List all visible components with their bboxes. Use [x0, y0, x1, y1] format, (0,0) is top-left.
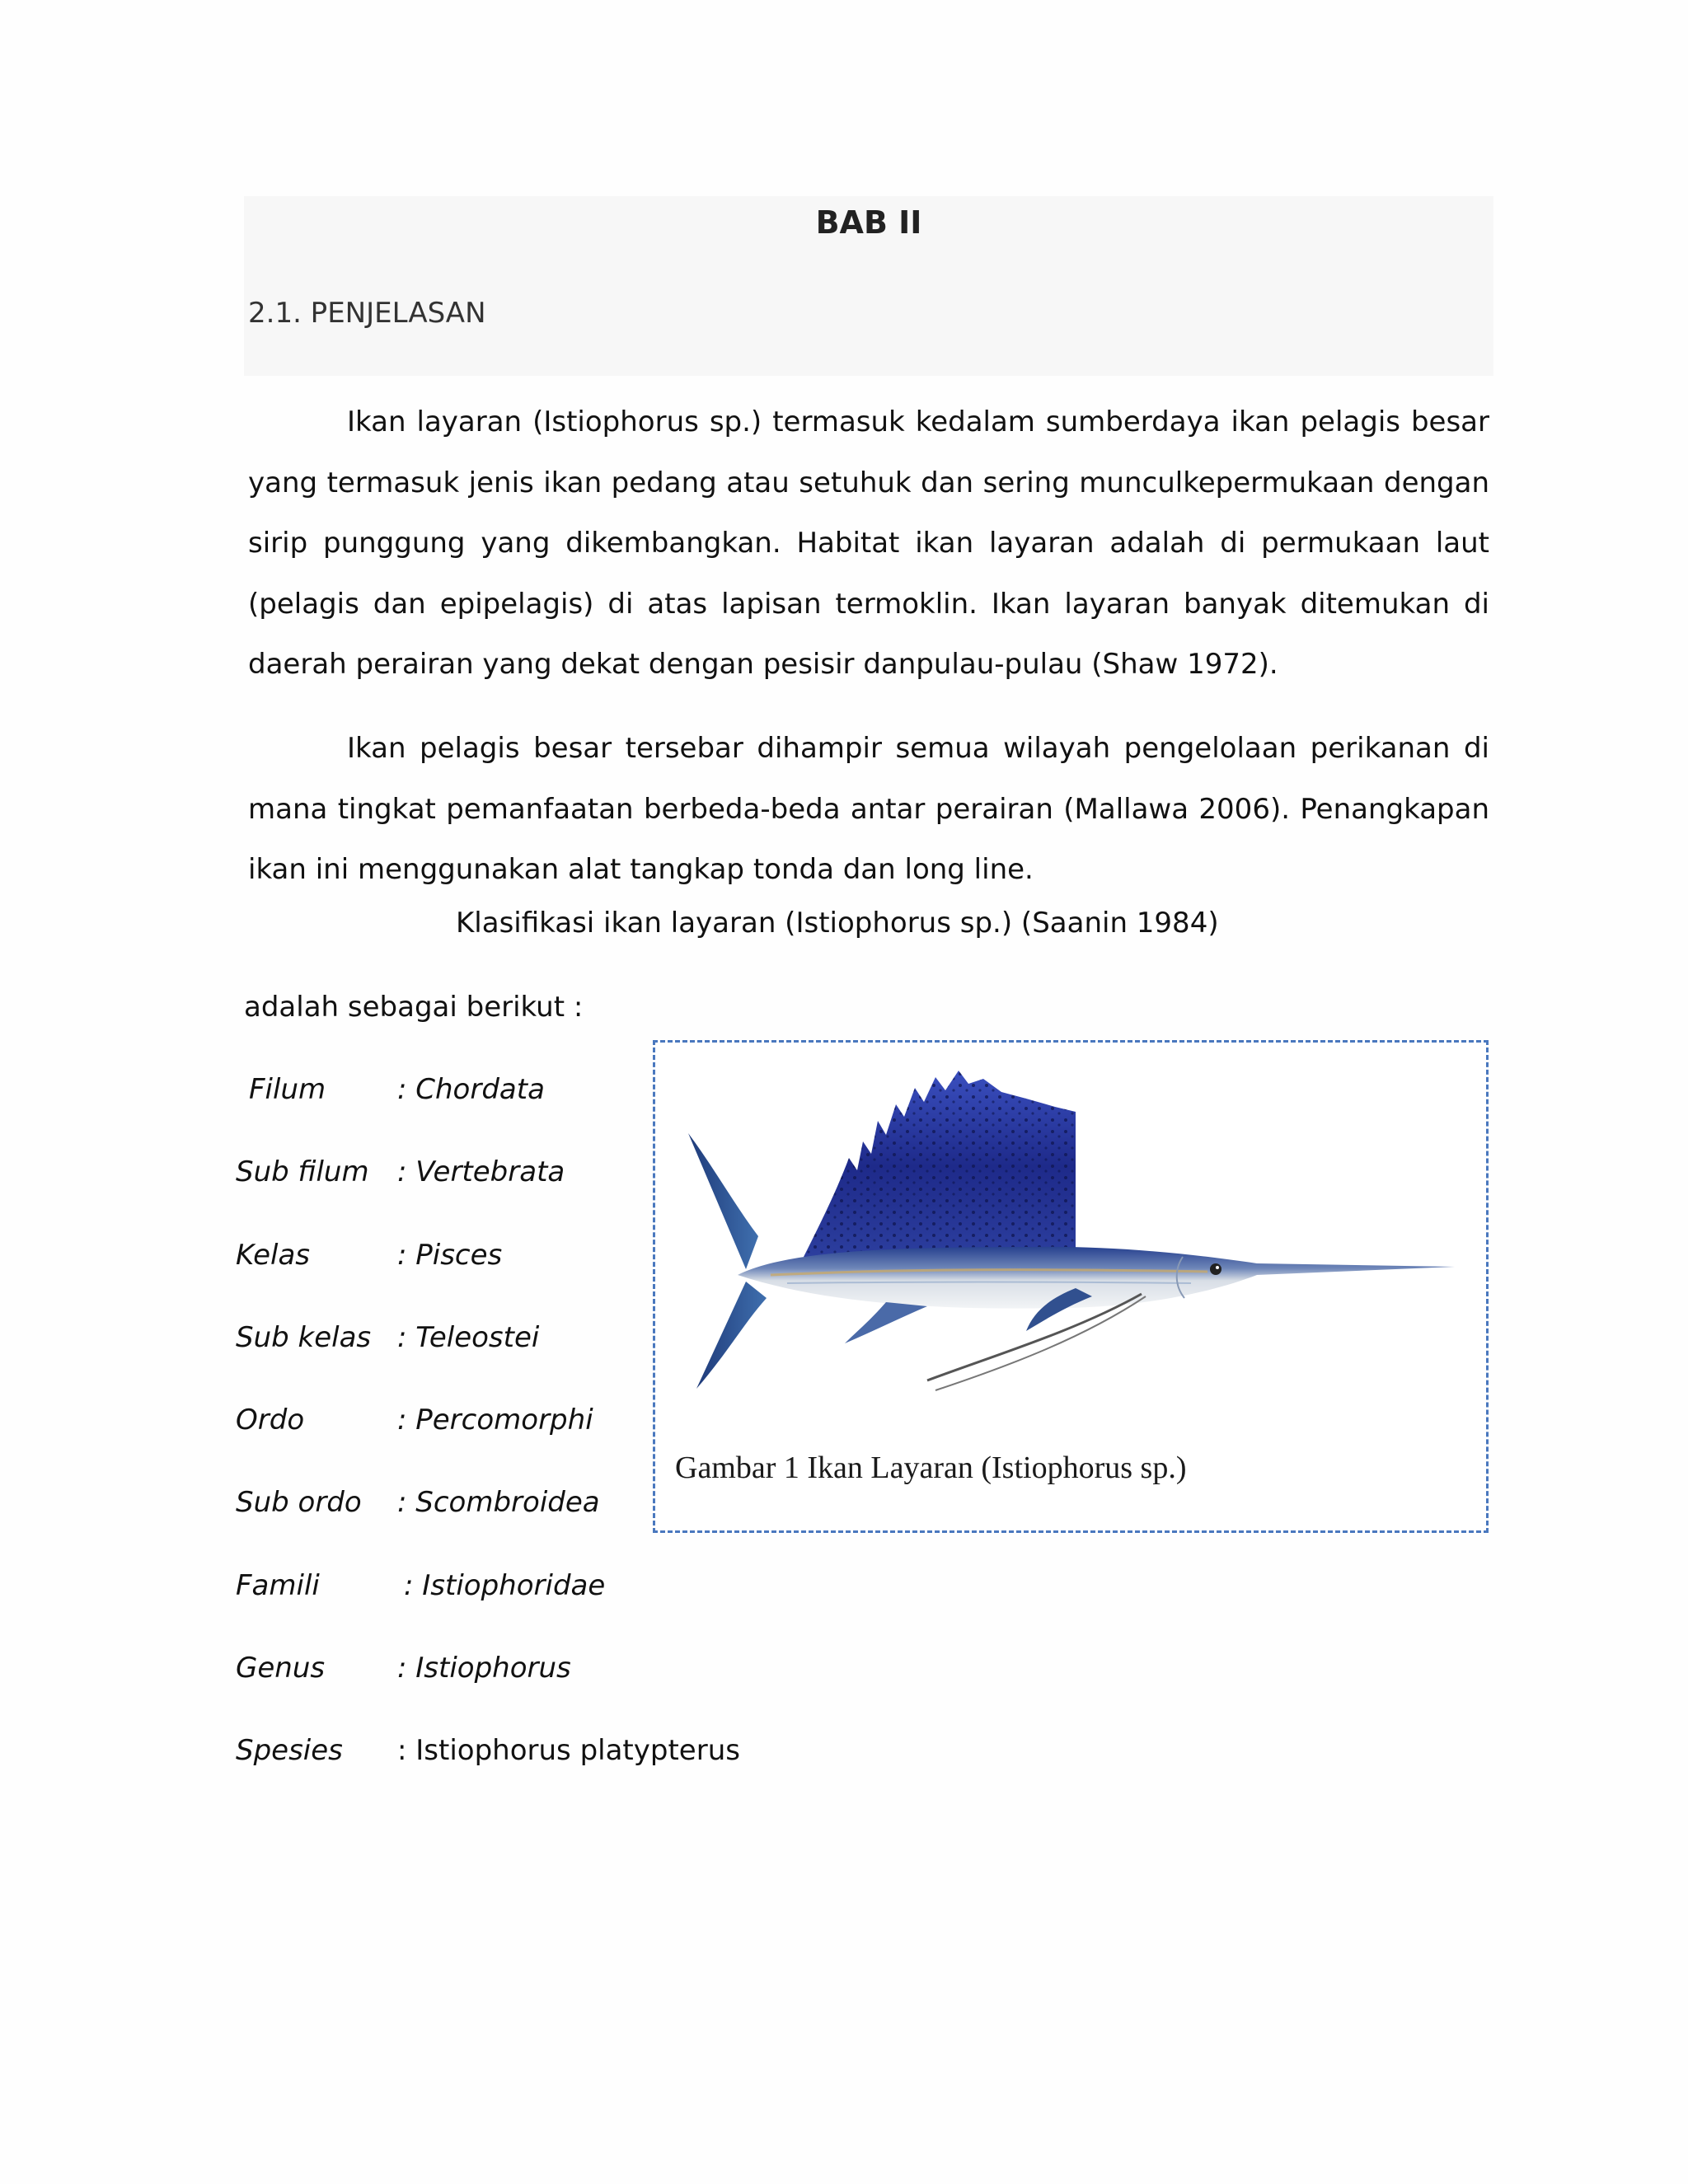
anal-fin: [845, 1302, 927, 1343]
taxonomy-value: : Scombroidea: [397, 1486, 600, 1519]
fish-body: [738, 1247, 1455, 1309]
taxonomy-value: : Istiophorus: [397, 1652, 571, 1685]
taxonomy-rank: Sub ordo: [236, 1486, 362, 1519]
fish-eye: [1210, 1263, 1221, 1275]
paragraph-distribution: Ikan pelagis besar tersebar dihampir semua wilayah pengelolaan perikanan di mana tingkat pemanfaatan berbeda-beda antar perairan (Mallawa 2006). Penangkapan ikan ini menggunakan alat tangkap tonda dan long line.: [248, 732, 1489, 886]
taxonomy-rank: Filum: [249, 1073, 326, 1106]
taxonomy-value: : Chordata: [397, 1073, 545, 1106]
taxonomy-rank: Spesies: [236, 1734, 343, 1767]
paragraph-habitat: Ikan layaran (Istiophorus sp.) termasuk kedalam sumberdaya ikan pelagis besar yang termasuk jenis ikan pedang atau setuhuk dan sering munculkepermukaan dengan sirip punggung yang dikembangkan. Habitat ikan layaran adalah di permukaan laut (pelagis dan epipelagis) di atas lapisan termoklin. Ikan layaran banyak ditemukan di daerah perairan yang dekat dengan pesisir danpulau-pulau (Shaw 1972).: [248, 405, 1489, 681]
taxonomy-rank: Kelas: [236, 1239, 310, 1272]
taxonomy-rank: Sub kelas: [236, 1321, 372, 1354]
taxonomy-value: : Teleostei: [397, 1321, 540, 1354]
taxonomy-rank: Sub filum: [236, 1155, 369, 1188]
chapter-title: BAB II: [815, 204, 922, 241]
taxonomy-value: : Istiophoridae: [404, 1569, 606, 1602]
taxonomy-value: : Vertebrata: [397, 1155, 565, 1188]
taxonomy-value: : Percomorphi: [397, 1404, 593, 1436]
taxonomy-rank: Genus: [236, 1652, 326, 1685]
sailfish-image: [680, 1059, 1463, 1405]
taxonomy-rank: Famili: [236, 1569, 320, 1602]
classification-caption: Klasifikasi ikan layaran (Istiophorus sp.) (Saanin 1984): [456, 907, 1219, 940]
tail-lower-lobe: [696, 1282, 767, 1389]
sail-spots: [804, 1071, 1076, 1262]
classification-intro: adalah sebagai berikut :: [244, 991, 584, 1024]
taxonomy-value: : Istiophorus platypterus: [397, 1734, 740, 1767]
taxonomy-value: : Pisces: [397, 1239, 503, 1272]
taxonomy-rank: Ordo: [236, 1404, 305, 1436]
figure-caption: Gambar 1 Ikan Layaran (Istiophorus sp.): [675, 1451, 1187, 1485]
section-heading: 2.1. PENJELASAN: [248, 297, 486, 330]
tail-upper-lobe: [688, 1133, 758, 1269]
figure-box: [653, 1040, 1489, 1533]
